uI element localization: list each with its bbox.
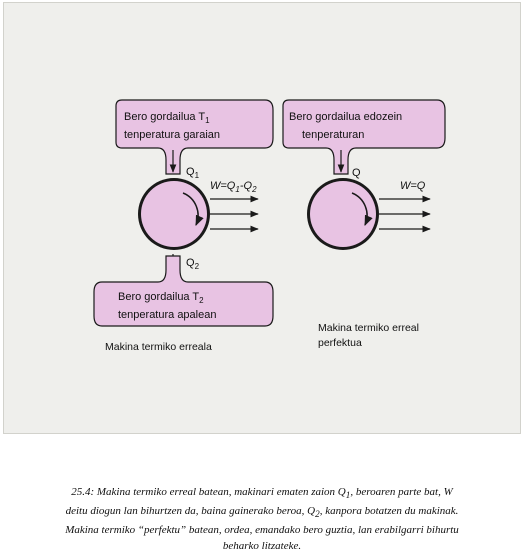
work-label-right: W=Q [400,180,426,192]
hot-reservoir-line1: Bero gordailua $T_1$ [124,111,210,125]
hot-reservoir [116,100,273,174]
any-temp-reservoir-line1: Bero gordailua edozein [289,111,403,123]
work-output-arrows-right [379,199,430,229]
q1-label: $Q_1$ [186,166,200,180]
caption-line-4: beharko litzateke. [222,540,302,553]
cold-reservoir [94,256,273,326]
caption-line-2: deitu diogun lan bihurtzen da, baina gainerako beroa, $Q_2$, kanpora botatzen du makinak. [65,505,459,520]
work-output-arrows-left [210,199,258,229]
q-label-right: Q [352,167,361,179]
perfect-engine-label-line1: Makina termiko erreal [318,322,419,334]
q2-label: $Q_2$ [186,257,200,271]
engine-wheel-left [138,178,210,250]
any-temp-reservoir [283,100,445,174]
perfect-engine-label-line2: perfektua [318,337,362,349]
real-engine-label: Makina termiko erreala [105,341,212,353]
engine-wheel-right [307,178,379,250]
cold-reservoir-line2: tenperatura apalean [118,309,217,321]
caption-line-3: Makina termiko “perfektu” batean, ordea, emandako bero guztia, lan erabilgarri bihurtu [65,524,459,537]
any-temp-reservoir-line2: tenperaturan [302,129,365,141]
caption-line-1: 25.4: Makina termiko erreal batean, makinari ematen zaion $Q_1$, beroaren parte bat, W [71,486,453,501]
cold-reservoir-line1: Bero gordailua $T_2$ [118,291,204,305]
work-label-left: $W=Q_1-Q_2$ [210,180,257,194]
hot-reservoir-line2: tenperatura garaian [124,129,221,141]
figure-caption [14,484,510,554]
